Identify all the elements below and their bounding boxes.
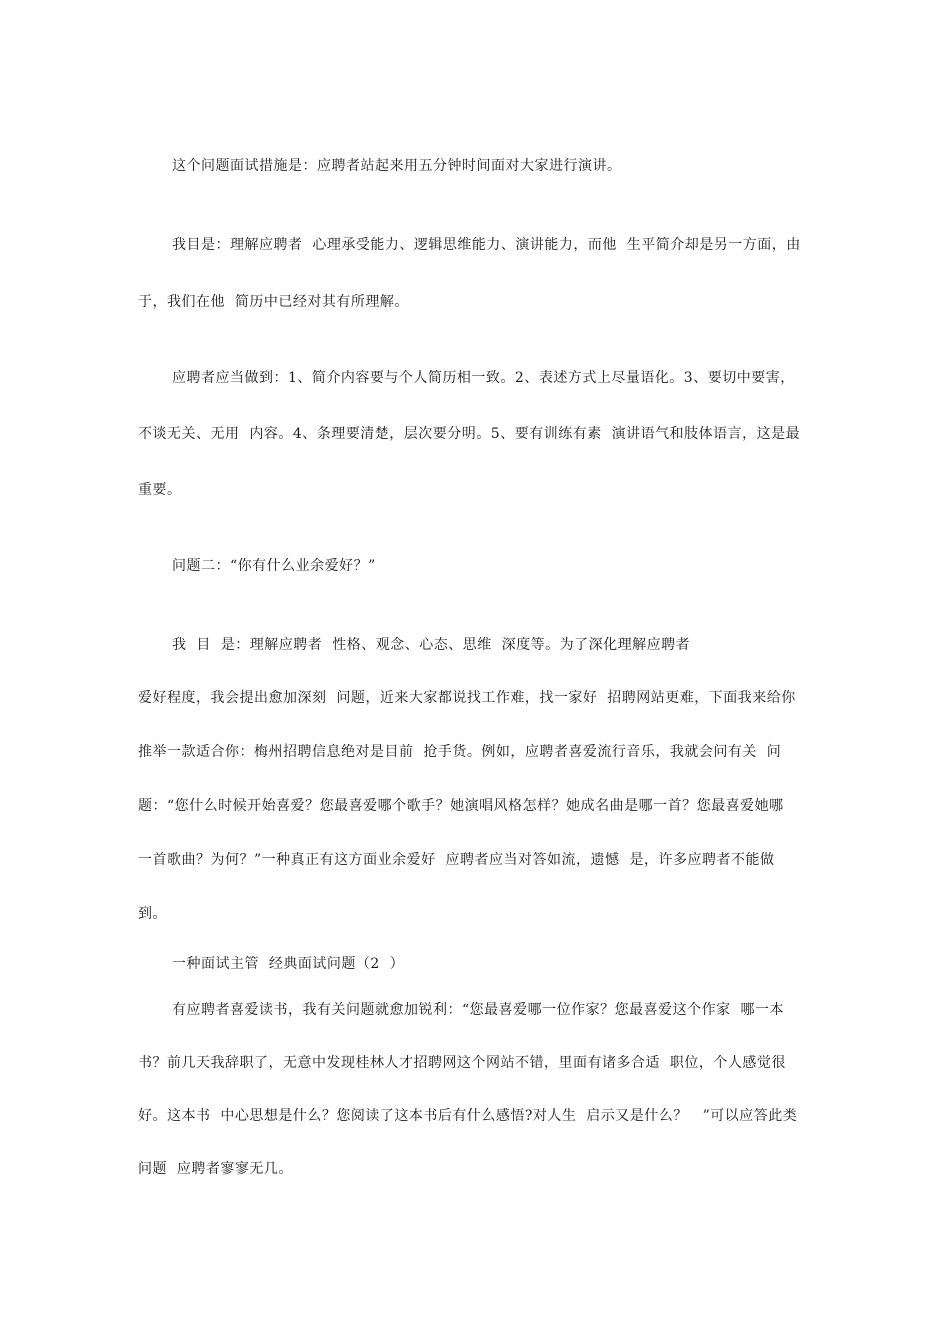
paragraph-line: 好。这本书 中心思想是什么？您阅读了这本书后有什么感悟?对人生 启示又是什么？ ”可以应答此类 bbox=[138, 1108, 798, 1124]
paragraph-line: 应聘者应当做到：1、简介内容要与个人简历相一致。2、表述方式上尽量语化。3、要切中要害， bbox=[172, 370, 795, 386]
paragraph-line: 于，我们在他 简历中已经对其有所理解。 bbox=[138, 294, 409, 310]
paragraph-line: 有应聘者喜爱读书，我有关问题就愈加锐利：“您最喜爱哪一位作家？您最喜爱这个作家 哪一本 bbox=[172, 1002, 785, 1018]
paragraph-line: 这个问题面试措施是：应聘者站起来用五分钟时间面对大家进行演讲。 bbox=[172, 158, 622, 174]
paragraph-line: 题：“您什么时候开始喜爱？您最喜爱哪个歌手？她演唱风格怎样？她成名曲是哪一首？您最喜爱她哪 bbox=[138, 798, 784, 814]
paragraph-line: 到。 bbox=[138, 906, 167, 922]
paragraph-line: 我目是：理解应聘者 心理承受能力、逻辑思维能力、演讲能力，而他 生平简介却是另一方面，由 bbox=[172, 237, 801, 253]
paragraph-line: 问题 应聘者寥寥无几。 bbox=[138, 1161, 293, 1177]
paragraph-line: 我 目 是：理解应聘者 性格、观念、心态、思维 深度等。为了深化理解应聘者 bbox=[172, 637, 691, 653]
paragraph-line: 一首歌曲？为何？”一种真正有这方面业余爱好 应聘者应当对答如流，遗憾 是，许多应聘者不能做 bbox=[138, 852, 775, 868]
question-heading: 问题二：“你有什么业余爱好？” bbox=[172, 558, 376, 574]
paragraph-line: 爱好程度，我会提出愈加深刻 问题，近来大家都说找工作难，找一家好 招聘网站更难，下面我来给你 bbox=[138, 690, 796, 706]
section-heading: 一种面试主管 经典面试问题（2 ） bbox=[172, 956, 405, 972]
paragraph-line: 不谈无关、无用 内容。4、条理要清楚，层次要分明。5、要有训练有素 演讲语气和肢体语言，这是最 bbox=[138, 426, 801, 442]
paragraph-line: 书？前几天我辞职了，无意中发现桂林人才招聘网这个网站不错，里面有诸多合适 职位，个人感觉很 bbox=[138, 1055, 786, 1071]
paragraph-line: 重要。 bbox=[138, 482, 182, 498]
paragraph-line: 推举一款适合你：梅州招聘信息绝对是目前 抢手货。例如，应聘者喜爱流行音乐，我就会问有关 问 bbox=[138, 744, 782, 760]
